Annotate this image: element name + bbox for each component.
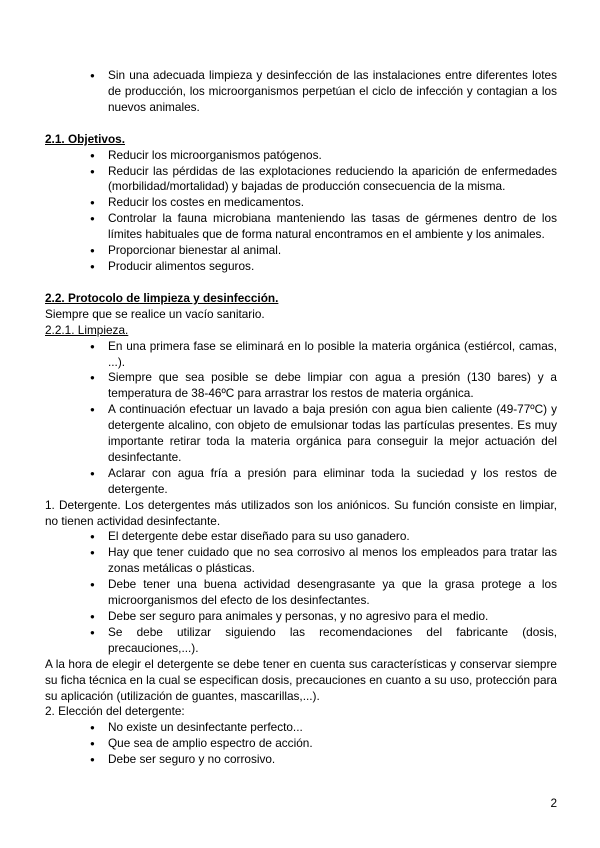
list-item: ● A continuación efectuar un lavado a baja presión con agua bien caliente (49-77ºC) y detergente alcalino, con objeto de emulsionar todas las partículas presentes. Es muy importante retirar toda la materia orgánica para conseguir la mejor actuación del desinfectante. (45, 402, 557, 466)
document-page (45, 68, 557, 768)
protocolo-intro: Siempre que se realice un vacío sanitario. (45, 306, 265, 321)
list-item: ● Proporcionar bienestar al animal. (45, 243, 557, 259)
section-heading-objetivos: 2.1. Objetivos. (45, 131, 125, 146)
spacer (45, 116, 557, 132)
page-number: 2 (550, 796, 557, 810)
detergentes-bullet-list (45, 529, 557, 656)
section-heading-protocolo: 2.2. Protocolo de limpieza y desinfección. (45, 290, 279, 305)
list-item: ● Reducir los microorganismos patógenos. (45, 148, 557, 164)
list-item: ● Aclarar con agua fría a presión para eliminar toda la suciedad y los restos de detergente. (45, 466, 557, 498)
eleccion-heading: 2. Elección del detergente: (45, 704, 185, 719)
list-item: ● Reducir las pérdidas de las explotaciones reduciendo la aparición de enfermedades (morbilidad/mortalidad) y bajadas de producción consecuencia de la misma. (45, 164, 557, 196)
objetivos-bullet-list (45, 148, 557, 275)
list-item: ● Debe ser seguro y no corrosivo. (45, 752, 557, 768)
list-item: ● Controlar la fauna microbiana manteniendo las tasas de gérmenes dentro de los límites habituales que de forma natural encontramos en el ambiente y los animales. (45, 211, 557, 243)
list-item: ● Reducir los costes en medicamentos. (45, 195, 557, 211)
intro-bullet-list (45, 68, 557, 116)
list-item: ● Debe ser seguro para animales y personas, y no agresivo para el medio. (45, 609, 557, 625)
eleccion-bullet-list (45, 720, 557, 768)
list-item: ● Producir alimentos seguros. (45, 259, 557, 275)
list-item: ● Sin una adecuada limpieza y desinfección de las instalaciones entre diferentes lotes de producción, los microorganismos perpetúan el ciclo de infección y contagian a los nuevos animales. (45, 68, 557, 116)
limpieza-bullet-list (45, 339, 557, 498)
list-item: ● Siempre que sea posible se debe limpiar con agua a presión (130 bares) y a temperatura de 38-46ºC para arrastrar los restos de materia orgánica. (45, 370, 557, 402)
eleccion-paragraph: A la hora de elegir el detergente se debe tener en cuenta sus características y conservar siempre su ficha técnica en la cual se especifican dosis, precauciones en cuanto a su uso, protección para su aplicación (utilización de guantes, mascarillas,...). (45, 656, 557, 703)
spacer (45, 275, 557, 291)
detergentes-paragraph: 1. Detergente. Los detergentes más utilizados son los aniónicos. Su función consiste en limpiar, no tienen actividad desinfectante. (45, 497, 557, 528)
list-item: ● Debe tener una buena actividad desengrasante ya que la grasa protege a los microorganismos del efecto de los desinfectantes. (45, 577, 557, 609)
list-item: ● No existe un desinfectante perfecto... (45, 720, 557, 736)
list-item: ● En una primera fase se eliminará en lo posible la materia orgánica (estiércol, camas, ...). (45, 339, 557, 371)
list-item: ● Que sea de amplio espectro de acción. (45, 736, 557, 752)
subheading-limpieza: 2.2.1. Limpieza. (45, 322, 129, 337)
list-item: ● El detergente debe estar diseñado para su uso ganadero. (45, 529, 557, 545)
list-item: ● Hay que tener cuidado que no sea corrosivo al menos los empleados para tratar las zonas metálicas o plásticas. (45, 545, 557, 577)
list-item: ● Se debe utilizar siguiendo las recomendaciones del fabricante (dosis, precauciones,...). (45, 625, 557, 657)
